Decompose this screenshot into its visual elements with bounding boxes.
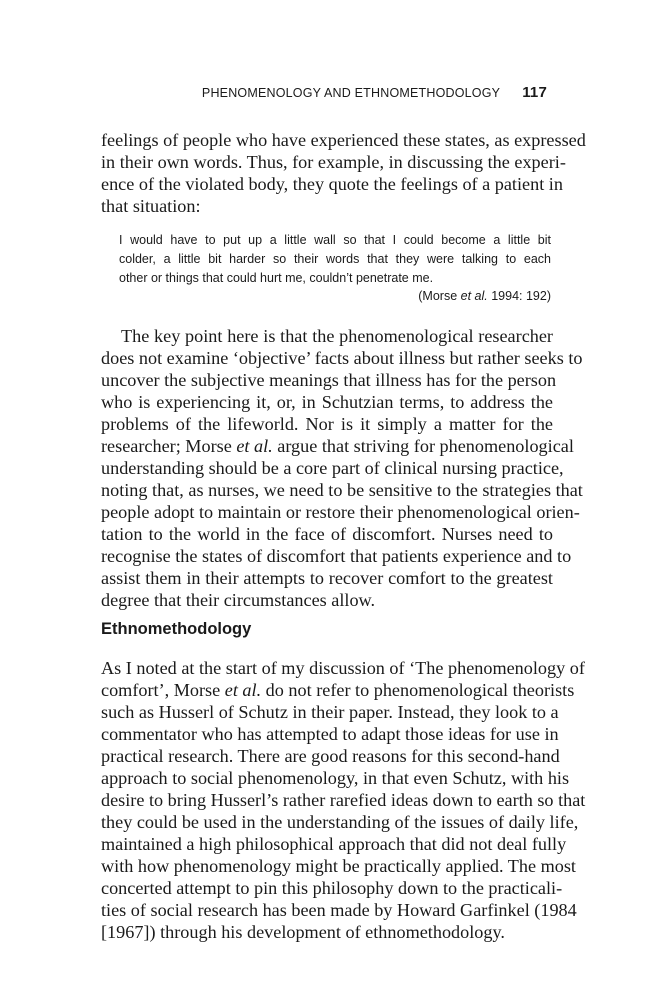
block-quote-line: other or things that could hurt me, couldn’t penetrate me.	[119, 271, 434, 285]
body-line: in their own words. Thus, for example, in discussing the experi-	[101, 152, 566, 172]
page-number: 117	[522, 84, 547, 101]
body-line: problems of the lifeworld. Nor is it simply a matter for the	[101, 414, 553, 434]
block-quote-line: I would have to put up a little wall so that I could become a little bit	[119, 233, 551, 247]
body-line: people adopt to maintain or restore their phenomenological orien-	[101, 502, 580, 522]
body-line: with how phenomenology might be practically applied. The most	[101, 856, 576, 876]
body-line: does not examine ‘objective’ facts about illness but rather seeks to	[101, 348, 583, 368]
body-line: tation to the world in the face of discomfort. Nurses need to	[101, 524, 553, 544]
body-line: ence of the violated body, they quote the feelings of a patient in	[101, 174, 563, 194]
body-line: understanding should be a core part of clinical nursing practice,	[101, 458, 564, 478]
body-line: assist them in their attempts to recover comfort to the greatest	[101, 568, 553, 588]
body-line: that situation:	[101, 196, 201, 216]
body-line: who is experiencing it, or, in Schutzian terms, to address the	[101, 392, 553, 412]
body-line: [1967]) through his development of ethnomethodology.	[101, 922, 505, 942]
body-line: commentator who has attempted to adapt those ideas for use in	[101, 724, 559, 744]
body-line: concerted attempt to pin this philosophy down to the practicali-	[101, 878, 563, 898]
body-line: maintained a high philosophical approach that did not deal fully	[101, 834, 567, 854]
body-line: feelings of people who have experienced these states, as expressed	[101, 130, 586, 150]
body-line: degree that their circumstances allow.	[101, 590, 376, 610]
block-quote-line: colder, a little bit harder so their words that they were talking to each	[119, 252, 551, 266]
body-line: The key point here is that the phenomenological researcher	[121, 326, 553, 346]
body-line: researcher; Morse et al. argue that striving for phenomenological	[101, 436, 574, 456]
body-line: such as Husserl of Schutz in their paper. Instead, they look to a	[101, 702, 559, 722]
body-line: recognise the states of discomfort that patients experience and to	[101, 546, 572, 566]
body-line: As I noted at the start of my discussion of ‘The phenomenology of	[101, 658, 585, 678]
body-line: approach to social phenomenology, in that even Schutz, with his	[101, 768, 570, 788]
body-line: desire to bring Husserl’s rather rarefied ideas down to earth so that	[101, 790, 586, 810]
section-heading: Ethnomethodology	[101, 620, 252, 638]
body-line: ties of social research has been made by Howard Garfinkel (1984	[101, 900, 577, 920]
body-line: noting that, as nurses, we need to be sensitive to the strategies that	[101, 480, 583, 500]
running-header	[202, 84, 547, 101]
quote-citation: (Morse et al. 1994: 192)	[418, 289, 551, 303]
body-line: comfort’, Morse et al. do not refer to phenomenological theorists	[101, 680, 575, 700]
body-line: practical research. There are good reasons for this second-hand	[101, 746, 560, 766]
running-title: PHENOMENOLOGY AND ETHNOMETHODOLOGY	[201, 86, 501, 100]
body-line: uncover the subjective meanings that illness has for the person	[101, 370, 557, 390]
body-line: they could be used in the understanding of the issues of daily life,	[101, 812, 579, 832]
